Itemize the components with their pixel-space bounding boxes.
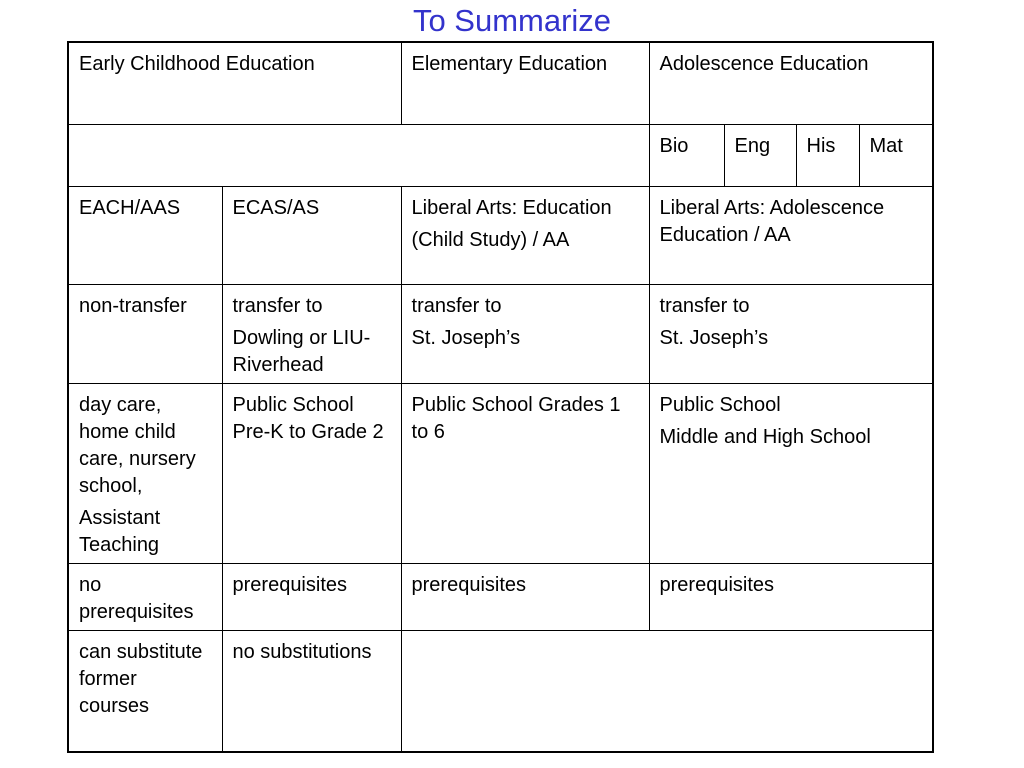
table-row-substitutions <box>68 630 933 752</box>
prereq-cell-adolescence: prerequisites <box>649 563 933 630</box>
table-row-subjects <box>68 124 933 186</box>
prereq-cell-ecas: prerequisites <box>222 563 401 630</box>
career-cell-each <box>68 383 222 563</box>
substitution-cell-each: can substitute former courses <box>68 630 222 752</box>
degree-cell-each: EACH/AAS <box>68 186 222 284</box>
career-each-line-2: Assistant Teaching <box>79 506 161 556</box>
table-row-degrees <box>68 186 933 284</box>
career-cell-elementary: Public School Grades 1 to 6 <box>401 383 649 563</box>
career-cell-ecas: Public School Pre-K to Grade 2 <box>222 383 401 563</box>
career-adolescence-line-1: Public School <box>659 393 781 416</box>
table-row-programs <box>68 42 933 124</box>
transfer-adolescence-line-1: transfer to <box>659 294 750 317</box>
degree-cell-elementary <box>401 186 649 284</box>
transfer-cell-elementary <box>401 284 649 383</box>
page-title: To Summarize <box>412 3 612 38</box>
empty-cell <box>68 124 649 186</box>
empty-cell <box>401 630 933 752</box>
career-cell-adolescence <box>649 383 933 563</box>
career-each-line-1: day care, home child care, nursery school, <box>79 393 196 497</box>
prereq-cell-elementary: prerequisites <box>401 563 649 630</box>
substitution-cell-ecas: no substitutions <box>222 630 401 752</box>
table-row-transfer <box>68 284 933 383</box>
transfer-ecas-line-1: transfer to <box>232 294 323 317</box>
career-adolescence-line-2: Middle and High School <box>659 425 871 448</box>
degree-elementary-line-2: (Child Study) / AA <box>411 228 570 251</box>
subject-cell-bio: Bio <box>649 124 724 186</box>
degree-cell-adolescence: Liberal Arts: Adolescence Education / AA <box>649 186 933 284</box>
prereq-cell-each: no prerequisites <box>68 563 222 630</box>
transfer-elementary-line-2: St. Joseph’s <box>411 326 521 349</box>
transfer-cell-adolescence <box>649 284 933 383</box>
header-cell-adolescence: Adolescence Education <box>649 42 933 124</box>
subject-cell-mat: Mat <box>859 124 933 186</box>
subject-cell-his: His <box>796 124 859 186</box>
header-cell-elementary: Elementary Education <box>401 42 649 124</box>
transfer-elementary-line-1: transfer to <box>411 294 502 317</box>
transfer-ecas-line-2: Dowling or LIU-Riverhead <box>232 326 371 376</box>
table-row-careers <box>68 383 933 563</box>
summary-table <box>67 41 934 753</box>
table-row-prerequisites <box>68 563 933 630</box>
degree-cell-ecas: ECAS/AS <box>222 186 401 284</box>
degree-elementary-line-1: Liberal Arts: Education <box>411 196 612 219</box>
transfer-adolescence-line-2: St. Joseph’s <box>659 326 769 349</box>
subject-cell-eng: Eng <box>724 124 796 186</box>
header-cell-early-childhood: Early Childhood Education <box>68 42 401 124</box>
transfer-cell-ecas <box>222 284 401 383</box>
transfer-cell-each: non-transfer <box>68 284 222 383</box>
